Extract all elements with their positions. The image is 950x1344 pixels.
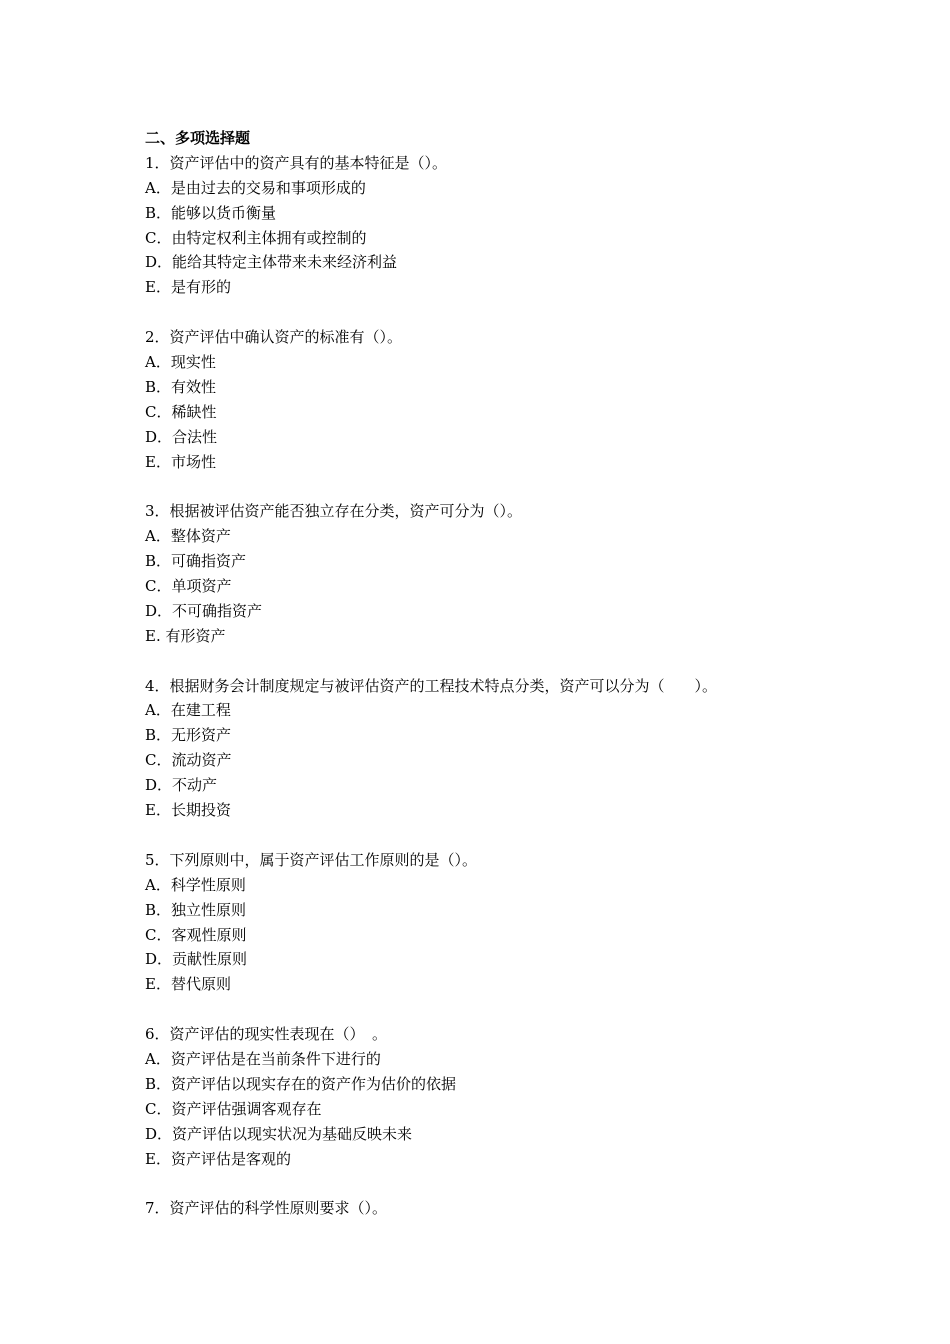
question-stem: 4．根据财务会计制度规定与被评估资产的工程技术特点分类，资产可以分为（ ）。 — [145, 676, 718, 695]
section-title: 二、多项选择题 — [145, 129, 251, 147]
question-stem: 6．资产评估的现实性表现在（） 。 — [145, 1025, 388, 1044]
option-b: B．资产评估以现实存在的资产作为估价的依据 — [145, 1074, 457, 1093]
option-d: D．不动产 — [145, 776, 218, 795]
option-d: D．能给其特定主体带来未来经济利益 — [145, 253, 398, 272]
question-stem: 1．资产评估中的资产具有的基本特征是（）。 — [145, 153, 448, 172]
option-a: A．资产评估是在当前条件下进行的 — [145, 1049, 381, 1068]
option-b: B．能够以货币衡量 — [145, 203, 277, 222]
option-e: E．长期投资 — [145, 801, 231, 820]
question-2 — [145, 325, 845, 474]
option-a: A．是由过去的交易和事项形成的 — [145, 178, 366, 197]
document-body — [145, 126, 845, 1221]
question-6 — [145, 1022, 845, 1171]
question-stem: 2．资产评估中确认资产的标准有（）。 — [145, 328, 403, 347]
option-e: E．资产评估是客观的 — [145, 1149, 291, 1168]
question-stem: 5．下列原则中，属于资产评估工作原则的是（）。 — [145, 850, 478, 869]
option-a: A．科学性原则 — [145, 875, 246, 894]
spacer — [145, 1171, 845, 1196]
spacer — [145, 997, 845, 1022]
option-b: B．独立性原则 — [145, 900, 247, 919]
option-e: E．是有形的 — [145, 278, 231, 297]
spacer — [145, 300, 845, 325]
question-7 — [145, 1196, 845, 1221]
spacer — [145, 823, 845, 848]
option-e: E. 有形资产 — [145, 626, 226, 645]
option-b: B．无形资产 — [145, 726, 232, 745]
question-5 — [145, 848, 845, 997]
option-a: A．整体资产 — [145, 527, 231, 546]
option-e: E．替代原则 — [145, 975, 231, 994]
option-c: C．流动资产 — [145, 751, 232, 770]
option-c: C．由特定权利主体拥有或控制的 — [145, 228, 367, 247]
option-b: B．有效性 — [145, 377, 217, 396]
option-c: C．资产评估强调客观存在 — [145, 1099, 322, 1118]
question-3 — [145, 499, 845, 648]
spacer — [145, 474, 845, 499]
option-c: C．稀缺性 — [145, 402, 217, 421]
spacer — [145, 649, 845, 674]
option-d: D．不可确指资产 — [145, 601, 263, 620]
question-4 — [145, 674, 845, 823]
option-a: A．现实性 — [145, 353, 216, 372]
option-a: A．在建工程 — [145, 701, 231, 720]
option-d: D．合法性 — [145, 427, 218, 446]
option-c: C．客观性原则 — [145, 925, 247, 944]
question-stem: 7．资产评估的科学性原则要求（）。 — [145, 1199, 388, 1218]
option-e: E．市场性 — [145, 452, 216, 471]
option-c: C．单项资产 — [145, 577, 232, 596]
option-d: D．贡献性原则 — [145, 950, 248, 969]
option-d: D．资产评估以现实状况为基础反映未来 — [145, 1124, 413, 1143]
question-stem: 3．根据被评估资产能否独立存在分类，资产可分为（）。 — [145, 502, 523, 521]
option-b: B．可确指资产 — [145, 552, 247, 571]
question-1 — [145, 151, 845, 300]
